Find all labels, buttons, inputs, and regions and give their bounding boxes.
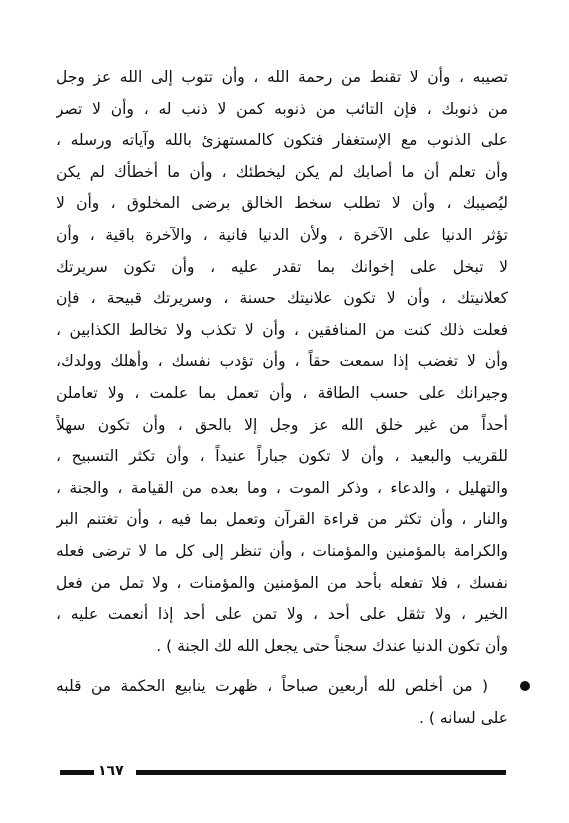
text-line-3: على الذنوب مع الإستغفار فتكون كالمستهزئ بالله وآياته ورسله ، — [56, 131, 508, 150]
body-text — [56, 62, 508, 662]
page-footer — [56, 765, 508, 779]
bullet-paragraph — [56, 670, 508, 734]
text-line-5: ليُصيبك ، وأن لا تطلب سخط الخالق برضى المخلوق ، وأن لا — [56, 194, 508, 213]
text-line-11: وجيرانك على حسب الطاقة ، وأن تعمل بما علمت ، ولا تعاملن — [56, 383, 508, 402]
text-line-7: لا تبخل على إخوانك بما تقدر عليه ، وأن تكون سريرتك — [56, 257, 508, 276]
bullet-line-2: على لسانه ) . — [419, 709, 508, 727]
text-line-6: تؤثر الدنيا على الآخرة ، ولأن الدنيا فانية ، والآخرة باقية ، وأن — [56, 225, 508, 244]
text-line-2: من ذنوبك ، فإن التائب من ذنوبه كمن لا ذنب له ، وأن لا تصر — [56, 99, 508, 118]
bullet-row — [56, 670, 508, 702]
footer-rule-left — [60, 770, 94, 775]
text-line-13: للقريب والبعيد ، وأن لا تكون جباراً عنيداً ، وأن تكثر التسبيح ، — [56, 447, 508, 466]
text-line-10: وأن لا تغضب إذا سمعت حقاً ، وأن تؤدب نفسك ، وأهلك وولدك، — [56, 352, 508, 371]
page-number: ١٦٧ — [98, 763, 124, 779]
footer-rule-right — [136, 770, 506, 775]
text-line-16: والكرامة بالمؤمنين والمؤمنات ، وأن تنظر إلى كل ما لا ترضى فعله — [56, 541, 508, 560]
text-line-12: أحداً من غير خلق الله عز وجل إلا بالحق ، وأن تكون سهلاً — [56, 415, 508, 434]
bullet-dot-icon — [520, 681, 530, 691]
bullet-row-continuation — [56, 702, 508, 734]
text-line-1: تصيبه ، وأن لا تقنط من رحمة الله ، وأن تتوب إلى الله عز وجل — [56, 68, 508, 86]
text-line-4: وأن تعلم أن ما أصابك لم يكن ليخطئك ، وأن ما أخطأك لم يكن — [56, 162, 508, 181]
text-line-18: الخير ، ولا تثقل على أحد ، ولا تمن على أحد إذا أنعمت عليه ، — [56, 605, 508, 624]
text-line-14: والتهليل ، والدعاء ، وذكر الموت ، وما بعده من القيامة ، والجنة ، — [56, 478, 508, 497]
text-line-15: والنار ، وأن تكثر من قراءة القرآن وتعمل بما فيه ، وأن تغتنم البر — [56, 510, 508, 529]
text-line-17: نفسك ، فلا تفعله بأحد من المؤمنين والمؤمنات ، ولا تمل من فعل — [56, 573, 508, 592]
bullet-line-1: ( من أخلص لله أربعين صباحاً ، ظهرت ينابيع الحكمة من قلبه — [56, 677, 488, 695]
text-line-8: كعلانيتك ، وأن لا تكون علانيتك حسنة ، وسريرتك قبيحة ، فإن — [56, 289, 508, 308]
text-line-19: وأن تكون الدنيا عندك سجناً حتى يجعل الله لك الجنة ) . — [156, 636, 508, 655]
text-line-9: فعلت ذلك كنت من المنافقين ، وأن لا تكذب ولا تخالط الكذابين ، — [56, 320, 508, 339]
